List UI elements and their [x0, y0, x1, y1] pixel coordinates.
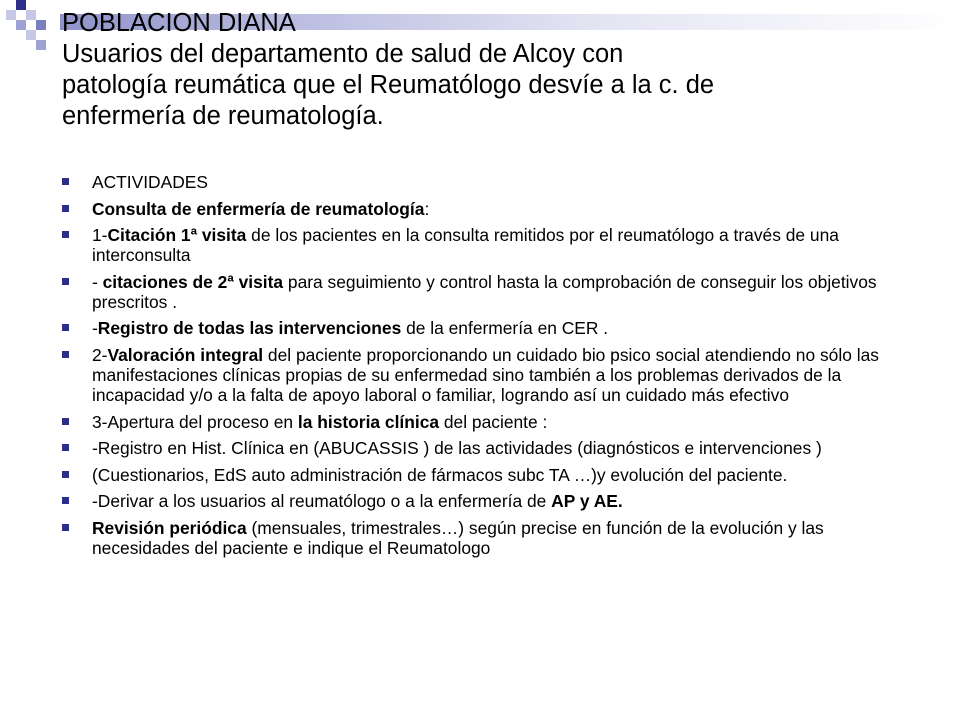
title-subtitle-line: enfermería de reumatología. [62, 102, 384, 130]
list-item [62, 438, 902, 458]
square-bullet-icon [62, 497, 69, 504]
item-text: 3-Apertura del proceso en [92, 411, 298, 432]
item-text-bold: citaciones de 2ª visita [102, 271, 284, 292]
item-text-bold: Registro de todas las intervenciones [97, 318, 402, 339]
square-bullet-icon [62, 471, 69, 478]
item-text-bold: Valoración integral [107, 344, 264, 365]
title-heading: POBLACION DIANA [62, 9, 296, 37]
square-bullet-icon [62, 231, 69, 238]
decoration-square [16, 0, 26, 10]
square-bullet-icon [62, 278, 69, 285]
list-item [62, 345, 902, 405]
square-bullet-icon [62, 205, 69, 212]
item-text-bold: Citación 1ª visita [107, 225, 247, 246]
list-item [62, 491, 902, 511]
decoration-square [16, 20, 26, 30]
item-text-bold: Consulta de enfermería de reumatología [92, 198, 425, 219]
item-text: -Derivar a los usuarios al reumatólogo o a la enfermería de [92, 491, 552, 512]
item-text: ACTIVIDADES [92, 172, 208, 192]
decoration-square [6, 10, 16, 20]
square-bullet-icon [62, 444, 69, 451]
activity-list [62, 172, 902, 565]
item-text: - [92, 318, 98, 339]
decoration-square [36, 20, 46, 30]
item-text: : [424, 198, 430, 219]
square-bullet-icon [62, 524, 69, 531]
decoration-square [26, 10, 36, 20]
item-text: -Registro en Hist. Clínica en (ABUCASSIS ) de las actividades (diagnósticos e intervenciones ) [92, 438, 822, 459]
list-item [62, 518, 902, 558]
title-subtitle-line: Usuarios del departamento de salud de Alcoy con [62, 40, 624, 68]
item-text: - [92, 271, 103, 292]
list-item [62, 225, 902, 265]
decoration-square [26, 30, 36, 40]
item-text: de la enfermería en CER . [401, 318, 609, 339]
list-item [62, 172, 902, 192]
square-bullet-icon [62, 324, 69, 331]
item-text: del paciente : [439, 411, 548, 432]
square-bullet-icon [62, 178, 69, 185]
title-subtitle-line: patología reumática que el Reumatólogo desvíe a la c. de [62, 71, 715, 99]
list-item [62, 412, 902, 432]
item-text: 1- [92, 225, 108, 246]
slide-title [62, 8, 942, 132]
decoration-square [36, 40, 46, 50]
list-item [62, 465, 902, 485]
list-item [62, 272, 902, 312]
item-text: de los pacientes en la consulta remitidos por el reumatólogo a través de una interconsulta [92, 225, 839, 266]
item-text: para seguimiento y control hasta la comprobación de conseguir los objetivos prescritos . [92, 271, 877, 312]
item-text: 2- [92, 344, 108, 365]
item-text-bold: AP y AE. [551, 491, 623, 512]
item-text-bold: Revisión periódica [92, 517, 247, 538]
list-item [62, 199, 902, 219]
item-text: del paciente proporcionando un cuidado bio psico social atendiendo no sólo las manifestaciones clínicas propias de su enfermedad sino también a los problemas derivados de la incapacidad y/o a la falta de apoyo laboral o familiar, logrando así un cuidado más efectivo [92, 344, 879, 405]
list-item [62, 318, 902, 338]
square-bullet-icon [62, 351, 69, 358]
item-text: (mensuales, trimestrales…) según precise en función de la evolución y las necesidades del paciente e indique el Reumatologo [92, 517, 824, 558]
item-text: (Cuestionarios, EdS auto administración de fármacos subc TA …)y evolución del paciente. [92, 464, 788, 485]
item-text-bold: la historia clínica [297, 411, 440, 432]
square-bullet-icon [62, 418, 69, 425]
